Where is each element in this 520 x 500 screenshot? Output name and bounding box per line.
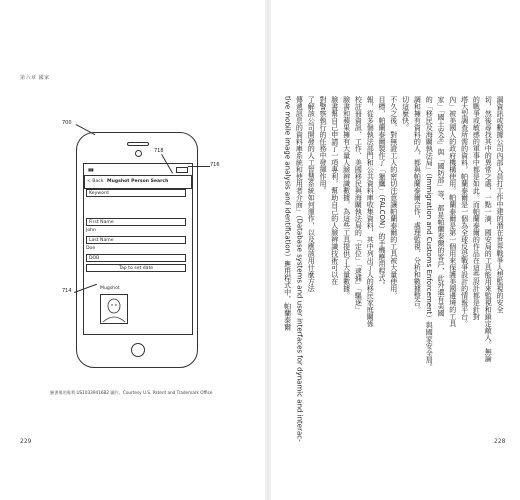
- text-column: 的戰爭或敏感的軍事中都是如此。而帕蘭泰爾的作品在這些設計都是針對: [472, 96, 481, 320]
- chapter-header: 第六章 國家: [20, 75, 50, 81]
- ref-status: 718: [154, 148, 164, 154]
- page-number-left: 229: [20, 438, 32, 445]
- text-column: 的「移民及海關執法局」（Immigration and Customs Enforcement）與國家安全局。: [425, 96, 434, 371]
- text-column: 校註冊資訊、工作、美國移民與海關執法局的「定位」「逮捕」「驅逐」: [354, 96, 363, 313]
- text-column: 切，然後尋找其中的異常之處，一點一滴，國安局的工具能用來監視和鎖定敵人。無論: [484, 96, 493, 362]
- text-column: 切這麼快。: [401, 96, 410, 131]
- nav-bar: [84, 175, 192, 189]
- text-column: 報，從多個執法部門和公共資料庫收集資料，其中列出了人的移民家庭關係: [366, 96, 375, 327]
- patent-figure: [62, 118, 262, 380]
- text-column: 了解該公司開發的人工智慧系統如何運作，以及應該用什麼方法: [307, 96, 316, 292]
- text-column: 調和擁有資料的人，都與帕蘭泰爾合作，處理監視、分析和數據整合。: [413, 96, 422, 313]
- phone-outline: [76, 132, 198, 368]
- mugshot-label: Mugshot: [100, 286, 120, 291]
- battery-icon: [176, 167, 188, 173]
- phone-screen: [83, 163, 193, 335]
- ref-photo: 714: [62, 288, 72, 294]
- text-column: 家」「國土安全」與「國防部」等，都是帕蘭泰爾的客戶，此外還有美國: [437, 96, 445, 317]
- speaker-icon: [127, 142, 149, 146]
- text-column: 臉書幫自己申請了一項專利，幫助自己的人臉辨識技術可以在: [330, 96, 339, 285]
- page-number-right: 228: [494, 438, 506, 445]
- right-page: [268, 0, 520, 500]
- camera-icon: [135, 150, 142, 157]
- last-name-value: Doe: [86, 246, 96, 251]
- figure-caption: 臉書專用專利 US10339416B2 圖片。Courtesy U.S. Patent and Trademark Office: [50, 390, 213, 395]
- dob-field[interactable]: DOB: [86, 254, 186, 262]
- text-column: 塔大型調查所需的資料，帕蘭泰爾是一個為全球反恐戰爭設計的情報平台。: [460, 96, 469, 327]
- first-name-value: John: [86, 228, 96, 233]
- ref-phone: 700: [62, 120, 72, 126]
- dob-button[interactable]: Tap to set date: [86, 264, 186, 272]
- nav-title: Mugshot Person Search: [107, 179, 169, 184]
- mugshot-photo: [100, 294, 128, 324]
- text-column: 傳遞訊息的資料庫系統和使用者介面」（Database systems and user interfaces for dynamic and interac-: [295, 96, 304, 442]
- text-column: 對警察執行的任務中發揮作用。: [319, 96, 327, 194]
- signal-icon: ▮▮▮: [88, 167, 94, 172]
- text-column: 目標，帕蘭泰爾製作了「獵鷹」（FALCON）的手機應用程式。: [378, 96, 386, 289]
- keyword-field[interactable]: Keyword: [86, 189, 186, 197]
- person-icon: [101, 295, 127, 323]
- text-column: 內」被美國人的政府機構使用。帕蘭泰爾是第一個用來保護美國邊境的工具: [448, 96, 457, 327]
- text-column: 臉書和蘋果擁有大量人臉辨識數據，為這些工具提供了大量數據。: [342, 96, 351, 299]
- text-column: 不久之後，對無證工人的密切注意讓帕蘭泰爾的工具被大量使用，: [389, 96, 398, 299]
- status-bar: [84, 164, 192, 174]
- ref-nav: 716: [210, 162, 220, 168]
- text-column: 漏資訊或數據公司內部人員打工作中建的潛在世界戰爭人想監視的安全: [496, 96, 504, 313]
- first-name-field[interactable]: First Name: [86, 218, 186, 226]
- text-column: tive mobile image analysis and identification）應用程式中，帕蘭泰爾: [283, 96, 292, 331]
- back-button[interactable]: < Back: [87, 179, 104, 184]
- last-name-field[interactable]: Last Name: [86, 236, 186, 244]
- home-button: [131, 343, 145, 357]
- vertical-text-block: [282, 96, 504, 442]
